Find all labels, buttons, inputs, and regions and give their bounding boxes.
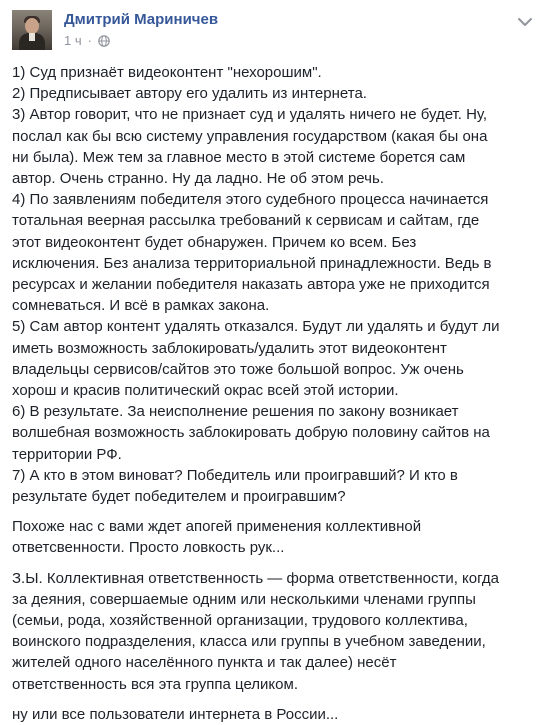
post-timestamp-link[interactable]: 1 ч (64, 33, 82, 48)
post-meta (64, 33, 110, 48)
post-paragraph-final: ну или все пользователи интернета в России... (12, 705, 339, 723)
author-avatar[interactable] (12, 10, 52, 50)
post-paragraph-conclusion: Похоже нас с вами ждет апогей применения коллективной ответсвенности. Просто ловкость рук... (12, 518, 422, 557)
post-body (12, 62, 538, 725)
post-paragraph-numbered-list: 1) Суд признаёт видеоконтент "нехорошим". 2) Предписывает автору его удалить из интернета. 3) Автор говорит, что не признает суд и удалять ничего не будет. Ну, послал как бы всю систему управления государством (какая бы она ни была). Меж тем за главное место в этой системе борется сам автор. Очень странно. Ну да ладно. Не об этом речь. 4) По заявлениям победителя этого судебного процесса начинается тотальная веерная рассылка требований к сервисам и сайтам, где этот видеоконтент будет обнаружен. Причем ко всем. Без исключения. Без анализа территориальной принадлежности. Ведь в ресурсах и желании победителя наказать автора уже не приходится сомневаться. И всё в рамках закона. 5) Сам автор контент удалять отказался. Будут ли удалять и будут ли иметь возможность заблокировать/удалить этот видеоконтент владельцы сервисов/сайтов это тоже большой вопрос. Уж очень хорош и красив политический окрас всей этой истории. 6) В результате. За неисполнение решения по закону возникает волшебная возможность заблокировать добрую половину сайтов на территории РФ. 7) А кто в этом виноват? Победитель или проигравший? И кто в результате будет победителем и проигравшим? (12, 64, 500, 506)
avatar-collar (29, 33, 35, 41)
author-name-link[interactable]: Дмитрий Мариничев (64, 11, 219, 28)
post-header (12, 10, 533, 52)
chevron-down-icon[interactable] (517, 16, 533, 28)
meta-separator: · (87, 33, 92, 48)
post-paragraph-ps: З.Ы. Коллективная ответственность — форма ответственности, когда за деяния, совершаемые одним или несколькими членами группы (семьи, рода, хозяйственной организации, трудового коллектива, воинского подразделения, класса или группы в учебном заведении, жителей одного населённого пункта и так далее) несёт ответственность вся эта группа целиком. (12, 569, 500, 693)
globe-icon[interactable] (98, 35, 110, 47)
avatar-head (25, 18, 39, 34)
